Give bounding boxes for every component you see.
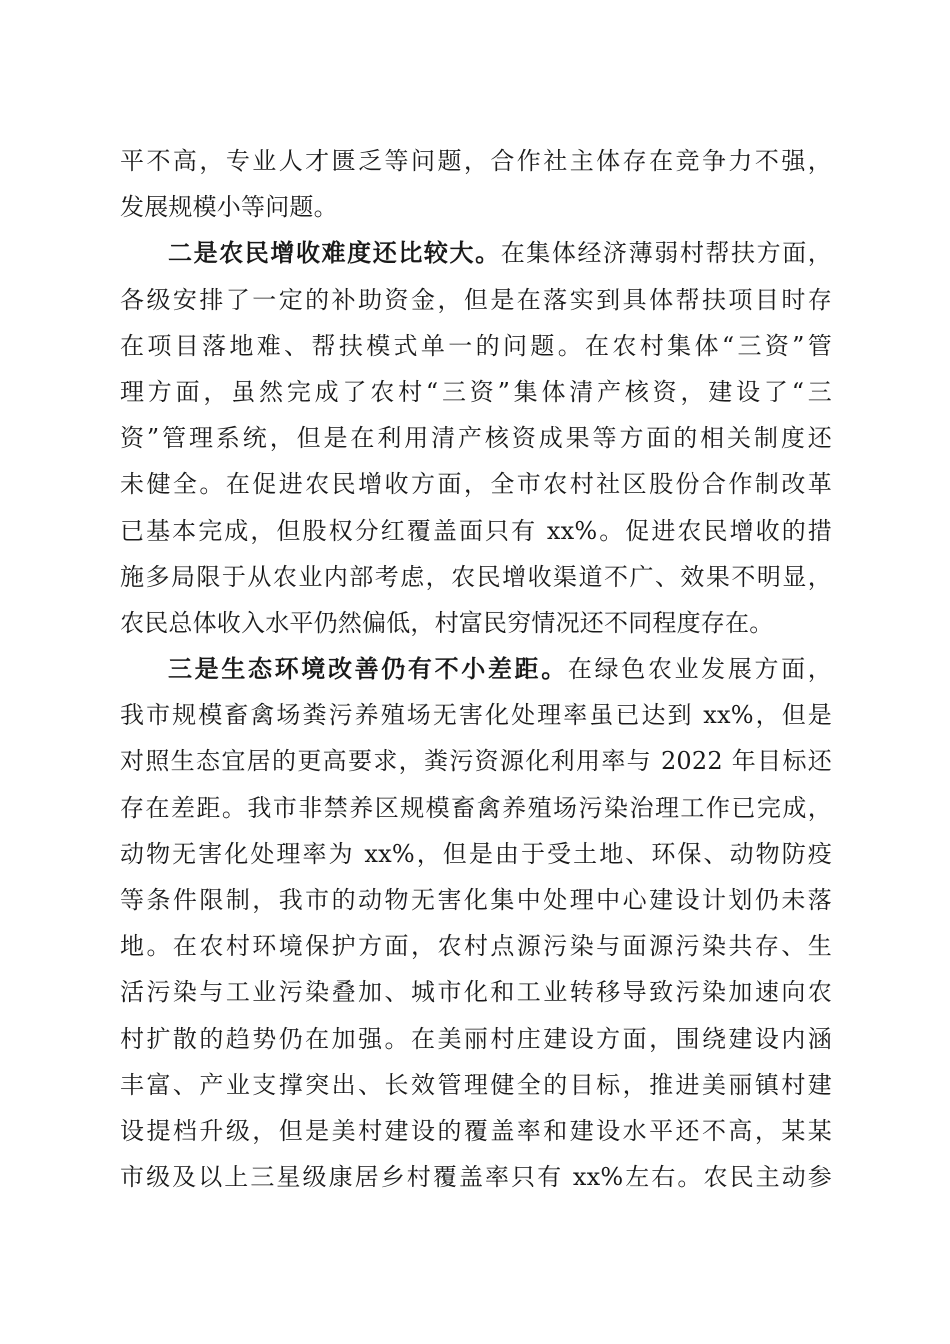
text-line: 各级安排了一定的补助资金，但是在落实到具体帮扶项目时存 xyxy=(120,285,832,314)
text-line: 资”管理系统，但是在利用清产核资成果等方面的相关制度还 xyxy=(120,424,832,453)
text-line: 农民总体收入水平仍然偏低，村富民穷情况还不同程度存在。 xyxy=(120,608,774,637)
text-line: 施多局限于从农业内部考虑，农民增收渠道不广、效果不明显， xyxy=(120,562,832,591)
paragraph-heading-line xyxy=(120,646,832,692)
text-line: 已基本完成，但股权分红覆盖面只有 xx%。促进农民增收的措 xyxy=(120,516,832,545)
text-line: 平不高，专业人才匮乏等问题，合作社主体存在竞争力不强， xyxy=(120,147,832,175)
text-line: 等条件限制，我市的动物无害化集中处理中心建设计划仍未落 xyxy=(120,886,832,914)
text-line: 存在差距。我市非禁养区规模畜禽养殖场污染治理工作已完成， xyxy=(120,793,832,822)
text-line: 市级及以上三星级康居乡村覆盖率只有 xx%左右。农民主动参 xyxy=(120,1163,832,1192)
text-line: 动物无害化处理率为 xx%，但是由于受土地、环保、动物防疫 xyxy=(120,839,832,868)
paragraph-heading-line xyxy=(120,230,832,276)
text-line: 活污染与工业污染叠加、城市化和工业转移导致污染加速向农 xyxy=(120,978,832,1007)
text-line: 未健全。在促进农民增收方面，全市农村社区股份合作制改革 xyxy=(120,470,832,499)
text-line: 村扩散的趋势仍在加强。在美丽村庄建设方面，围绕建设内涵 xyxy=(120,1024,832,1053)
text-line: 设提档升级，但是美村建设的覆盖率和建设水平还不高，某某 xyxy=(120,1116,832,1145)
text-line: 理方面，虽然完成了农村“三资”集体清产核资，建设了“三 xyxy=(120,377,832,406)
paragraph-text: 在集体经济薄弱村帮扶方面， xyxy=(500,239,832,268)
text-line: 对照生态宜居的更高要求，粪污资源化利用率与 2022 年目标还 xyxy=(120,747,832,776)
text-line: 丰富、产业支撑突出、长效管理健全的目标，推进美丽镇村建 xyxy=(120,1070,832,1099)
text-line: 在项目落地难、帮扶模式单一的问题。在农村集体“三资”管 xyxy=(120,331,832,360)
paragraph-lead: 二是农民增收难度还比较大。 xyxy=(168,238,501,268)
document-page xyxy=(120,138,832,1200)
text-line: 我市规模畜禽场粪污养殖场无害化处理率虽已达到 xx%，但是 xyxy=(120,701,832,730)
text-line: 发展规模小等问题。 xyxy=(120,193,338,222)
paragraph-lead: 三是生态环境改善仍有不小差距。 xyxy=(168,654,568,684)
text-line: 地。在农村环境保护方面，农村点源污染与面源污染共存、生 xyxy=(120,932,832,961)
paragraph-text: 在绿色农业发展方面， xyxy=(567,655,832,684)
